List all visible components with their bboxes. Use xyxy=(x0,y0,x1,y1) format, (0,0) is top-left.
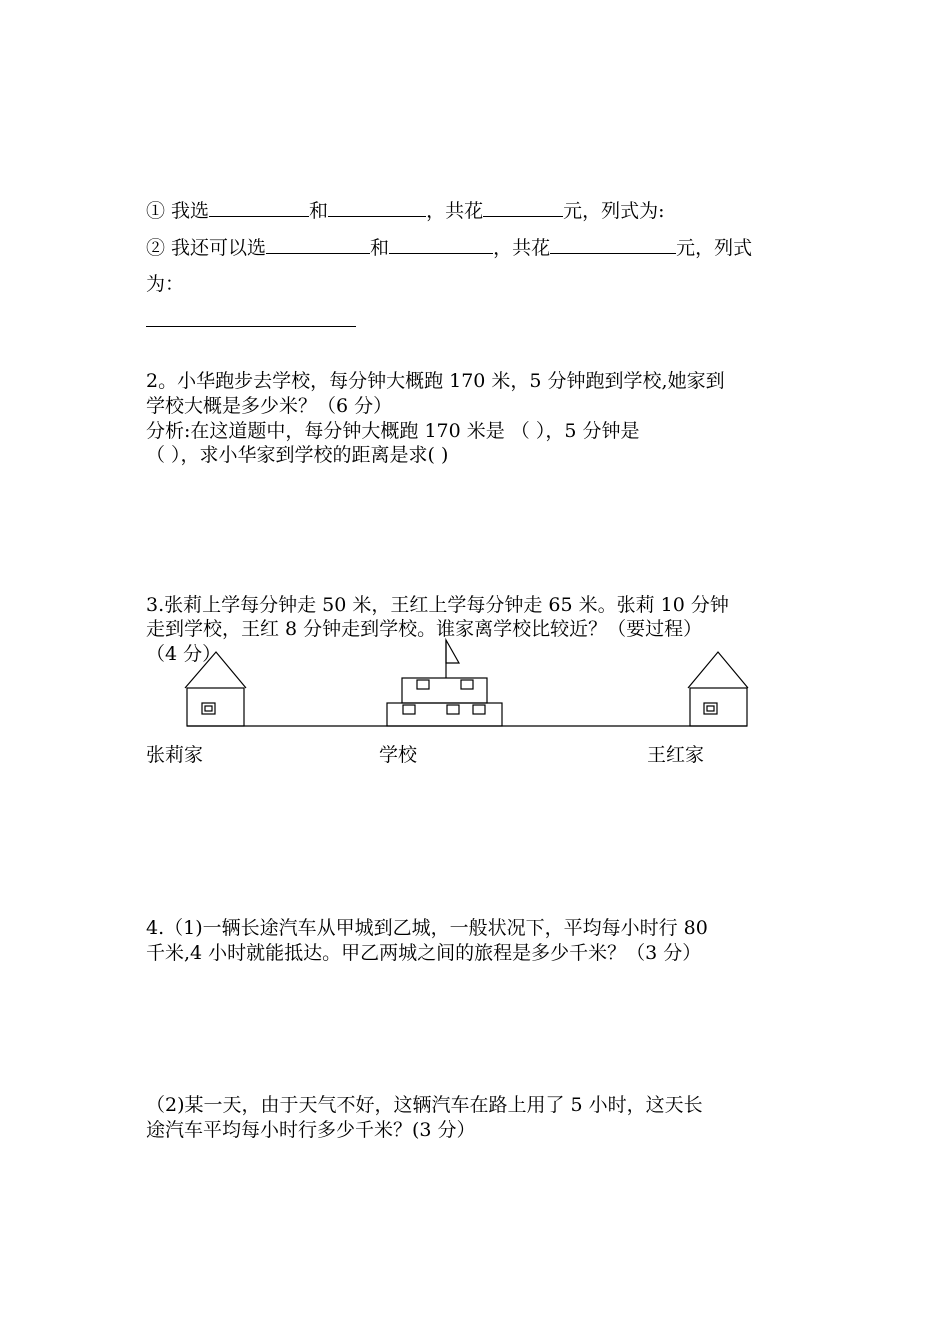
q1-choice-2-prefix: ② 我还可以选 xyxy=(146,237,267,259)
zhangli-house-icon xyxy=(185,652,246,726)
zhangli-home-label: 张莉家 xyxy=(146,744,204,766)
q1-choice-1-and: 和 xyxy=(309,200,329,222)
q1-choice-line-3: 为： xyxy=(146,273,185,295)
q1-choice-2-and: 和 xyxy=(370,237,390,259)
q4-part2-line-1: （2)某一天，由于天气不好，这辆汽车在路上用了 5 小时，这天长 xyxy=(146,1094,703,1116)
school-label: 学校 xyxy=(379,744,418,766)
q2-analysis-line-1: 分析:在这道题中，每分钟大概跑 170 米是 （ ），5 分钟是 xyxy=(146,420,640,442)
q2-analysis-line-2: （ ），求小华家到学校的距离是求( ) xyxy=(146,444,449,466)
q3-text-line-1: 3.张莉上学每分钟走 50 米，王红上学每分钟走 65 米。张莉 10 分钟 xyxy=(146,594,729,616)
q4-part2-line-2: 途汽车平均每小时行多少千米？(3 分） xyxy=(146,1119,476,1141)
wanghong-house-icon xyxy=(688,652,748,726)
q3-text-line-3: （4 分） xyxy=(146,643,222,665)
q4-part1-line-2: 千米,4 小时就能抵达。甲乙两城之间的旅程是多少千米？（3 分） xyxy=(146,942,702,964)
q1-choice-2-total: ，共花 xyxy=(493,237,551,259)
q2-text-line-1: 2。小华跑步去学校，每分钟大概跑 170 米，5 分钟跑到学校,她家到 xyxy=(146,370,725,392)
q1-choice-1-prefix: ① 我选 xyxy=(146,200,210,222)
q1-choice-1-total: ，共花 xyxy=(426,200,484,222)
q1-choice-1-suffix: 元，列式为: xyxy=(563,200,665,222)
q2-text-line-2: 学校大概是多少米？（6 分） xyxy=(146,395,393,417)
q3-text-line-2: 走到学校，王红 8 分钟走到学校。谁家离学校比较近？（要过程） xyxy=(146,618,703,640)
school-building-icon xyxy=(387,640,502,726)
q4-part1-line-1: 4.（1)一辆长途汽车从甲城到乙城，一般状况下，平均每小时行 80 xyxy=(146,917,708,939)
q1-choice-2-suffix: 元，列式 xyxy=(676,237,753,259)
wanghong-home-label: 王红家 xyxy=(647,744,705,766)
